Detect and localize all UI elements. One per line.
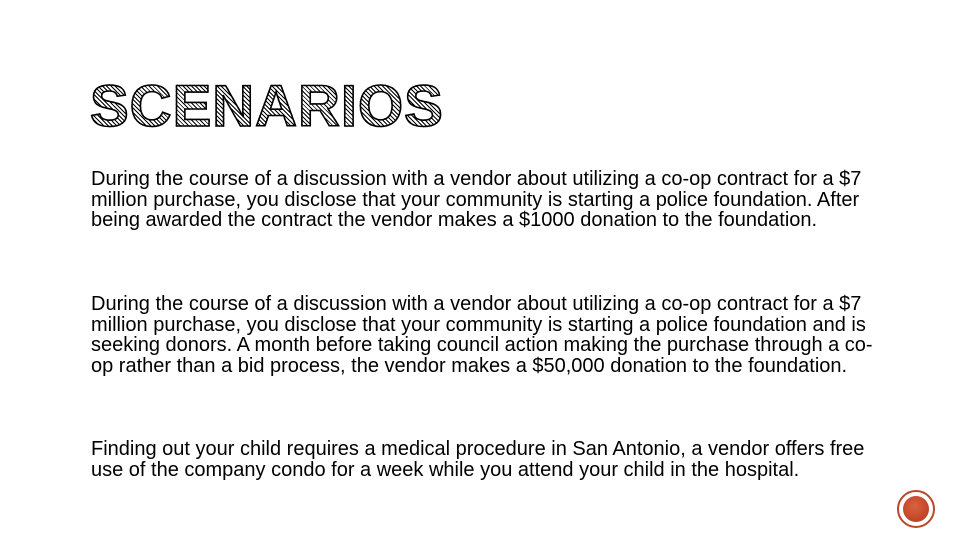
badge-circle-icon bbox=[903, 496, 929, 522]
slide-number-badge bbox=[897, 490, 935, 528]
scenario-paragraph-3: Finding out your child requires a medical procedure in San Antonio, a vendor offers free use of the company condo for a week while you attend your child in the hospital. bbox=[91, 438, 865, 481]
scenario-paragraph-2: During the course of a discussion with a vendor about utilizing a co-op contract for a $7 million purchase, you disclose that your community is starting a police foundation and is seeking donors. A month before taking council action making the purchase through a co-op rather than a bid process, the vendor makes a $50,000 donation to the foundation. bbox=[91, 293, 873, 377]
scenario-paragraph-1: During the course of a discussion with a vendor about utilizing a co-op contract for a $7 million purchase, you disclose that your community is starting a police foundation. After being awarded the contract the vendor makes a $1000 donation to the foundation. bbox=[91, 168, 862, 231]
slide-title: SCENARIOS bbox=[90, 74, 444, 139]
